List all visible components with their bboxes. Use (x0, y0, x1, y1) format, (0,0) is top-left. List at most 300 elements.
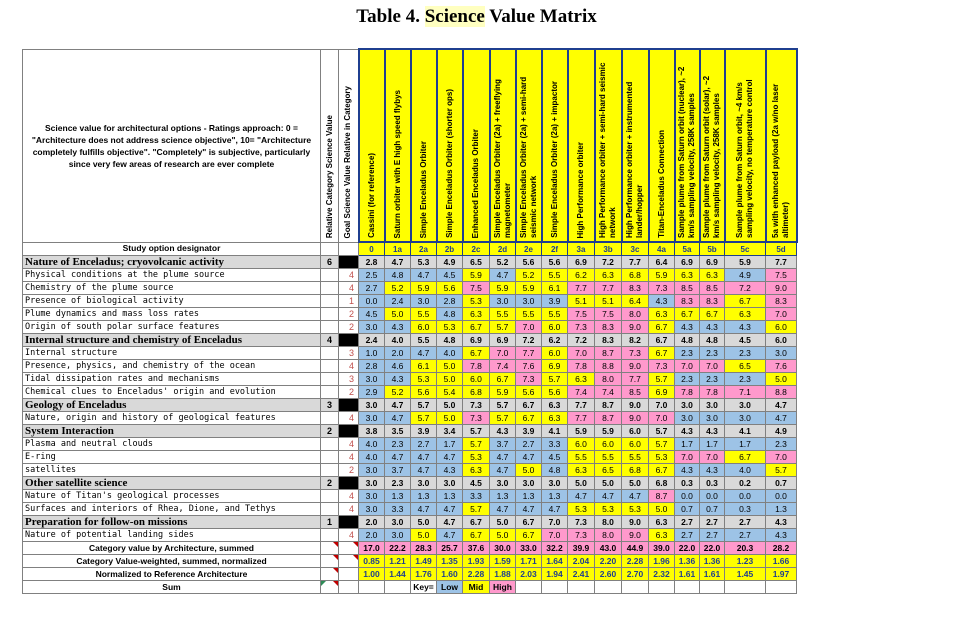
empty-cell (321, 451, 339, 464)
summary-value: 39.9 (568, 542, 595, 555)
objective-value: 3.0 (359, 464, 385, 477)
category-value: 5.9 (595, 425, 622, 438)
objective-value: 8.3 (700, 295, 725, 308)
option-label: Simple Enceladus Orbiter (shorter ops) (444, 89, 454, 238)
objective-value: 5.7 (542, 373, 568, 386)
objective-value: 4.7 (542, 503, 568, 516)
objective-value: 5.6 (516, 386, 542, 399)
objective-name: Nature of potential landing sides (23, 529, 321, 542)
category-value: 3.4 (437, 425, 463, 438)
black-cell (339, 477, 359, 490)
objective-weight: 3 (339, 373, 359, 386)
ratings-description: Science value for architectural options - Ratings approach: 0 = "Architecture does not address science objective", 10= "Architecture completely fulfills objective". "Completely" is subjective, particularly since very few areas of research are ever complete (23, 49, 321, 242)
objective-value: 3.0 (411, 295, 437, 308)
objective-value: 2.7 (700, 529, 725, 542)
empty-cell (568, 581, 595, 594)
objective-value: 5.2 (516, 269, 542, 282)
option-label: Titan-Enceladus Connection (656, 130, 666, 238)
summary-value: 1.93 (463, 555, 490, 568)
objective-value: 7.8 (463, 360, 490, 373)
category-value: 2.4 (359, 334, 385, 347)
objective-value: 5.6 (437, 282, 463, 295)
option-header-0 (359, 49, 385, 242)
objective-name: Internal structure (23, 347, 321, 360)
category-value: 4.1 (725, 425, 766, 438)
objective-value: 6.0 (542, 321, 568, 334)
objective-value: 0.0 (725, 490, 766, 503)
key-label: Key= (411, 581, 437, 594)
objective-value: 4.3 (766, 529, 797, 542)
objective-value: 4.8 (437, 308, 463, 321)
empty-cell (321, 321, 339, 334)
category-value: 3.9 (411, 425, 437, 438)
objective-name: Plume dynamics and mass loss rates (23, 308, 321, 321)
objective-value: 7.2 (725, 282, 766, 295)
category-value: 5.0 (411, 516, 437, 529)
objective-value: 8.5 (675, 282, 700, 295)
category-row (23, 516, 797, 529)
objective-value: 2.3 (675, 347, 700, 360)
objective-value: 4.7 (490, 503, 516, 516)
category-value: 5.2 (490, 256, 516, 269)
objective-weight: 4 (339, 451, 359, 464)
objective-value: 5.0 (437, 360, 463, 373)
summary-value: 17.0 (359, 542, 385, 555)
objective-value: 1.0 (359, 347, 385, 360)
empty-cell (649, 581, 675, 594)
objective-value: 1.7 (675, 438, 700, 451)
category-value: 4.7 (385, 256, 411, 269)
summary-value: 1.44 (385, 568, 411, 581)
empty-cell (339, 568, 359, 581)
objective-value: 1.3 (437, 490, 463, 503)
objective-value: 4.3 (385, 321, 411, 334)
objective-value: 6.7 (516, 412, 542, 425)
objective-value: 6.7 (649, 321, 675, 334)
objective-value: 4.7 (516, 451, 542, 464)
black-cell (339, 399, 359, 412)
category-row (23, 399, 797, 412)
category-value: 4.8 (700, 334, 725, 347)
objective-value: 7.8 (700, 386, 725, 399)
objective-value: 1.3 (542, 490, 568, 503)
objective-value: 6.8 (622, 464, 649, 477)
objective-value: 4.7 (490, 269, 516, 282)
category-value: 5.9 (725, 256, 766, 269)
option-id-2e: 2e (516, 242, 542, 256)
objective-value: 2.3 (725, 347, 766, 360)
objective-value: 5.7 (463, 503, 490, 516)
objective-value: 7.3 (649, 360, 675, 373)
summary-value: 1.60 (437, 568, 463, 581)
category-name: System Interaction (23, 425, 321, 438)
objective-value: 4.7 (490, 451, 516, 464)
category-value: 4.7 (385, 399, 411, 412)
objective-value: 5.0 (437, 412, 463, 425)
objective-value: 6.0 (622, 438, 649, 451)
objective-value: 7.5 (595, 308, 622, 321)
summary-value: 2.28 (463, 568, 490, 581)
objective-value: 5.6 (542, 386, 568, 399)
objective-value: 6.3 (463, 308, 490, 321)
category-value: 3.0 (490, 477, 516, 490)
objective-value: 3.3 (463, 490, 490, 503)
objective-value: 8.3 (622, 282, 649, 295)
study-designator-row (23, 242, 797, 256)
objective-value: 6.7 (700, 308, 725, 321)
objective-value: 5.3 (411, 373, 437, 386)
objective-value: 4.7 (766, 412, 797, 425)
option-header-3a (568, 49, 595, 242)
objective-value: 6.7 (463, 347, 490, 360)
objective-value: 7.0 (542, 529, 568, 542)
category-value: 4.3 (490, 425, 516, 438)
option-header-2a (411, 49, 437, 242)
objective-value: 7.1 (725, 386, 766, 399)
category-value: 7.0 (542, 516, 568, 529)
option-header-2e (516, 49, 542, 242)
summary-value: 1.71 (516, 555, 542, 568)
objective-value: 1.3 (516, 490, 542, 503)
objective-value: 6.7 (463, 321, 490, 334)
objective-value: 6.1 (542, 282, 568, 295)
objective-value: 6.3 (568, 373, 595, 386)
category-value: 5.6 (516, 256, 542, 269)
summary-value: 1.23 (725, 555, 766, 568)
summary-label: Category Value-weighted, summed, normalized (23, 555, 321, 568)
empty-cell (339, 555, 359, 568)
objective-value: 6.0 (568, 438, 595, 451)
category-row (23, 334, 797, 347)
category-value: 5.3 (411, 256, 437, 269)
weight-header-label: Goal Science Value Relative in Category (343, 85, 353, 239)
objective-row (23, 438, 797, 451)
category-value: 4.5 (463, 477, 490, 490)
option-id-2c: 2c (463, 242, 490, 256)
objective-row (23, 269, 797, 282)
objective-weight: 2 (339, 321, 359, 334)
summary-value: 1.94 (542, 568, 568, 581)
objective-value: 5.9 (490, 282, 516, 295)
option-label: Simple Enceladus Orbiter (418, 140, 428, 238)
objective-weight: 3 (339, 347, 359, 360)
category-name: Geology of Enceladus (23, 399, 321, 412)
objective-value: 1.7 (437, 438, 463, 451)
objective-value: 4.7 (411, 451, 437, 464)
objective-weight: 2 (339, 386, 359, 399)
empty-cell (321, 360, 339, 373)
category-value: 2.3 (385, 477, 411, 490)
objective-value: 7.0 (516, 321, 542, 334)
option-id-5c: 5c (725, 242, 766, 256)
category-value: 4.3 (675, 425, 700, 438)
objective-value: 4.7 (437, 529, 463, 542)
objective-value: 8.7 (649, 490, 675, 503)
empty-cell (321, 282, 339, 295)
objective-value: 8.5 (622, 386, 649, 399)
objective-value: 3.0 (516, 295, 542, 308)
objective-value: 7.5 (568, 308, 595, 321)
objective-value: 5.5 (622, 451, 649, 464)
objective-value: 5.0 (516, 464, 542, 477)
objective-value: 0.3 (725, 503, 766, 516)
objective-value: 7.4 (568, 386, 595, 399)
objective-value: 4.7 (490, 464, 516, 477)
summary-value: 2.41 (568, 568, 595, 581)
objective-value: 4.7 (437, 503, 463, 516)
objective-value: 3.0 (490, 295, 516, 308)
objective-value: 6.0 (766, 321, 797, 334)
empty-cell (321, 568, 339, 581)
objective-value: 7.4 (490, 360, 516, 373)
category-value: 4.3 (766, 516, 797, 529)
option-label: High Performance orbiter + instrumented lander/hopper (625, 81, 644, 238)
category-value: 2.7 (675, 516, 700, 529)
category-value: 5.5 (411, 334, 437, 347)
key-mid: Mid (463, 581, 490, 594)
category-weight: 1 (321, 516, 339, 529)
objective-value: 4.9 (725, 269, 766, 282)
objective-value: 4.3 (700, 321, 725, 334)
objective-value: 7.8 (675, 386, 700, 399)
category-value: 5.0 (437, 399, 463, 412)
objective-value: 8.8 (766, 386, 797, 399)
category-value: 7.7 (622, 256, 649, 269)
category-value: 4.9 (437, 256, 463, 269)
objective-value: 5.5 (490, 308, 516, 321)
category-value: 5.0 (595, 477, 622, 490)
objective-value: 5.5 (542, 269, 568, 282)
objective-value: 5.3 (649, 451, 675, 464)
sum-label: Sum (23, 581, 321, 594)
empty-cell (321, 581, 339, 594)
category-value: 7.3 (463, 399, 490, 412)
category-value: 7.0 (649, 399, 675, 412)
objective-value: 5.0 (385, 308, 411, 321)
objective-row (23, 282, 797, 295)
category-value: 3.9 (516, 425, 542, 438)
summary-value: 2.20 (595, 555, 622, 568)
category-value: 4.9 (766, 425, 797, 438)
objective-value: 7.0 (766, 308, 797, 321)
study-label: Study option designator (23, 242, 321, 256)
category-value: 0.3 (700, 477, 725, 490)
objective-value: 6.7 (725, 451, 766, 464)
category-value: 3.0 (411, 477, 437, 490)
option-label: Saturn orbiter with E high speed flybys (392, 89, 402, 238)
objective-value: 3.0 (700, 412, 725, 425)
category-value: 6.9 (490, 334, 516, 347)
summary-value: 43.0 (595, 542, 622, 555)
category-value: 3.0 (385, 516, 411, 529)
category-value: 6.0 (622, 425, 649, 438)
objective-value: 6.5 (595, 464, 622, 477)
empty-cell (321, 269, 339, 282)
objective-value: 3.0 (359, 412, 385, 425)
option-header-2f (542, 49, 568, 242)
objective-value: 5.5 (568, 451, 595, 464)
summary-value: 22.2 (385, 542, 411, 555)
objective-value: 1.3 (411, 490, 437, 503)
objective-value: 5.0 (437, 373, 463, 386)
summary-label: Normalized to Reference Architecture (23, 568, 321, 581)
objective-value: 3.0 (766, 347, 797, 360)
objective-value: 6.0 (542, 347, 568, 360)
objective-name: Presence, physics, and chemistry of the ocean (23, 360, 321, 373)
category-value: 6.2 (542, 334, 568, 347)
objective-value: 5.0 (411, 529, 437, 542)
objective-value: 6.3 (595, 269, 622, 282)
objective-value: 6.7 (490, 373, 516, 386)
category-value: 7.7 (568, 399, 595, 412)
objective-value: 5.3 (568, 503, 595, 516)
option-id-3a: 3a (568, 242, 595, 256)
empty-cell (675, 581, 700, 594)
key-low: Low (437, 581, 463, 594)
objective-value: 6.7 (649, 347, 675, 360)
option-header-5b (700, 49, 725, 242)
objective-row (23, 308, 797, 321)
weight-header-label: Relative Category Science Value (324, 115, 334, 239)
objective-value: 2.8 (437, 295, 463, 308)
objective-value: 5.9 (516, 282, 542, 295)
objective-value: 8.3 (675, 295, 700, 308)
objective-value: 5.7 (766, 464, 797, 477)
objective-value: 7.5 (766, 269, 797, 282)
summary-value: 1.36 (675, 555, 700, 568)
objective-row (23, 490, 797, 503)
objective-value: 0.0 (675, 490, 700, 503)
category-row (23, 425, 797, 438)
empty-cell (359, 581, 385, 594)
category-value: 6.4 (649, 256, 675, 269)
summary-value: 33.0 (516, 542, 542, 555)
objective-value: 6.7 (463, 529, 490, 542)
objective-value: 6.3 (463, 464, 490, 477)
objective-value: 0.0 (766, 490, 797, 503)
empty-cell (700, 581, 725, 594)
objective-value: 4.8 (385, 269, 411, 282)
empty-cell (725, 581, 766, 594)
black-cell (339, 256, 359, 269)
summary-value: 20.3 (725, 542, 766, 555)
objective-value: 6.9 (542, 360, 568, 373)
objective-value: 4.7 (411, 269, 437, 282)
summary-row (23, 555, 797, 568)
empty-cell (321, 529, 339, 542)
objective-value: 5.3 (463, 451, 490, 464)
objective-name: Plasma and neutral clouds (23, 438, 321, 451)
empty-cell (339, 542, 359, 555)
science-value-matrix (22, 48, 798, 594)
objective-value: 0.0 (359, 295, 385, 308)
category-name: Nature of Enceladus; cryovolcanic activity (23, 256, 321, 269)
summary-value: 37.6 (463, 542, 490, 555)
title-highlight: Science (424, 6, 485, 27)
empty-cell (321, 438, 339, 451)
objective-value: 4.0 (725, 464, 766, 477)
objective-weight: 1 (339, 295, 359, 308)
objective-value: 6.0 (411, 321, 437, 334)
objective-value: 5.3 (595, 503, 622, 516)
summary-value: 22.0 (700, 542, 725, 555)
empty-cell (595, 581, 622, 594)
objective-value: 5.9 (490, 386, 516, 399)
objective-value: 5.9 (649, 269, 675, 282)
summary-value: 1.66 (766, 555, 797, 568)
category-value: 4.1 (542, 425, 568, 438)
objective-value: 7.6 (766, 360, 797, 373)
objective-weight: 4 (339, 490, 359, 503)
objective-row (23, 373, 797, 386)
empty-cell (321, 242, 339, 256)
empty-cell (321, 555, 339, 568)
objective-name: Physical conditions at the plume source (23, 269, 321, 282)
objective-weight: 2 (339, 464, 359, 477)
category-weight: 3 (321, 399, 339, 412)
objective-value: 3.0 (359, 490, 385, 503)
category-weight: 4 (321, 334, 339, 347)
summary-value: 25.7 (437, 542, 463, 555)
objective-value: 4.7 (411, 503, 437, 516)
objective-value: 7.8 (568, 360, 595, 373)
objective-value: 4.7 (516, 503, 542, 516)
summary-value: 2.28 (622, 555, 649, 568)
objective-value: 6.7 (516, 529, 542, 542)
objective-value: 7.3 (516, 373, 542, 386)
objective-value: 5.2 (385, 282, 411, 295)
objective-row (23, 321, 797, 334)
objective-value: 2.3 (700, 347, 725, 360)
option-id-3c: 3c (622, 242, 649, 256)
objective-value: 2.8 (359, 360, 385, 373)
objective-value: 6.3 (725, 308, 766, 321)
option-header-5a (675, 49, 700, 242)
option-header-2b (437, 49, 463, 242)
objective-value: 4.3 (437, 464, 463, 477)
objective-value: 5.3 (622, 503, 649, 516)
option-id-3b: 3b (595, 242, 622, 256)
objective-weight: 2 (339, 308, 359, 321)
category-value: 9.0 (622, 399, 649, 412)
option-id-0: 0 (359, 242, 385, 256)
summary-value: 1.35 (437, 555, 463, 568)
objective-value: 8.8 (595, 360, 622, 373)
empty-cell (321, 386, 339, 399)
category-value: 3.0 (516, 477, 542, 490)
summary-value: 1.21 (385, 555, 411, 568)
category-value: 9.0 (622, 516, 649, 529)
objective-value: 6.4 (622, 295, 649, 308)
summary-value: 32.2 (542, 542, 568, 555)
category-value: 0.7 (766, 477, 797, 490)
objective-value: 5.7 (490, 321, 516, 334)
objective-value: 8.3 (595, 321, 622, 334)
category-value: 6.3 (542, 399, 568, 412)
objective-value: 7.5 (463, 282, 490, 295)
objective-value: 6.7 (675, 308, 700, 321)
objective-value: 0.7 (675, 503, 700, 516)
objective-value: 8.0 (595, 529, 622, 542)
category-value: 6.9 (463, 334, 490, 347)
summary-value: 1.61 (700, 568, 725, 581)
objective-value: 7.6 (516, 360, 542, 373)
category-value: 5.6 (542, 256, 568, 269)
category-value: 6.7 (463, 516, 490, 529)
category-name: Preparation for follow-on missions (23, 516, 321, 529)
objective-value: 4.7 (411, 347, 437, 360)
summary-row (23, 568, 797, 581)
